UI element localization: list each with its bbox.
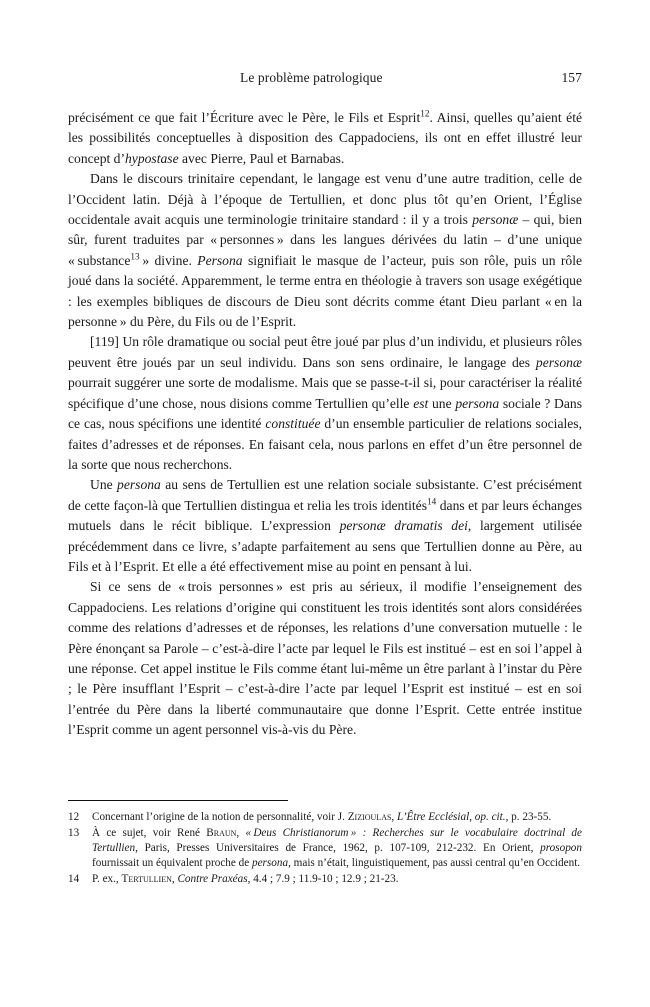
text-run: , — [236, 826, 246, 839]
text-run: fournissait un équivalent proche de — [92, 857, 252, 870]
footnote-list — [68, 810, 582, 887]
footnote-text — [92, 872, 582, 887]
footnote-ref: 13 — [130, 251, 140, 262]
italic-run: Contre Praxéas — [177, 872, 248, 885]
body-paragraph — [68, 108, 582, 169]
text-run: Dans le discours trinitaire cependant, le langage est venu d’une autre tradition, celle de l’Occident latin. Déjà à l’époque de Tertullien, et donc plus tôt qu’en Orient, l’Église occidentale avait acquis une terminologie trinitaire standard : il y a trois — [68, 171, 582, 228]
text-run: d’un ensemble particulier de relations sociales, faites d’adresses et de réponses. En faisant cela, nous parlons en effet d’un être personnel de la sorte que nous recherchons. — [68, 416, 582, 472]
text-run: [119] Un rôle dramatique ou social peut être joué par plus d’un individu, et plusieurs rôles peuvent être joués par un seul individu. Dans son sens ordinaire, le langage des — [68, 334, 582, 370]
italic-run: est — [413, 395, 429, 411]
italic-run: « Deus Christianorum » : Recherches sur le vocabulaire doctrinal de Tertullien — [92, 826, 582, 854]
text-run: , — [391, 811, 398, 823]
italic-run: personæ dramatis dei — [339, 518, 468, 534]
footnote-item — [68, 826, 582, 872]
italic-run: persona — [455, 395, 500, 411]
text-run: sociale ? Dans ce cas, nous spécifions une identité — [68, 395, 582, 432]
footnote-text — [92, 826, 582, 872]
footnote-number: 14 — [68, 872, 80, 885]
running-head-title: Le problème patrologique — [240, 70, 383, 85]
text-run: une — [428, 395, 456, 411]
text-run: , — [171, 872, 178, 885]
text-run: au sens de Tertullien est une relation sociale subsistante. C’est précisément de cette façon-là que Tertullien distingua et relia les trois identités — [68, 477, 582, 513]
text-run: , — [469, 811, 475, 823]
small-caps-run: Tertullien — [121, 872, 172, 885]
footnote-item — [68, 872, 582, 887]
text-run: . Ainsi, quelles qu’aient été les possibilités conceptuelles à disposition des Cappadociens, ils ont en effet illustré leur concept d’ — [68, 110, 583, 166]
text-run: À ce sujet, voir René — [92, 826, 207, 839]
body-text — [68, 108, 582, 741]
italic-run: personæ — [472, 212, 519, 228]
italic-run: persona — [117, 477, 161, 493]
italic-run: persona — [252, 857, 289, 870]
italic-run: Persona — [197, 252, 243, 268]
body-paragraph — [68, 475, 582, 577]
footnote-text — [92, 810, 582, 825]
text-run: , 4.4 ; 7.9 ; 11.9-10 ; 12.9 ; 21-23. — [247, 872, 399, 885]
footnote-number: 13 — [68, 826, 80, 839]
text-run: pourrait suggérer une sorte de modalisme. Mais que se passe-t-il si, pour caractériser la réalité spécifique d’une chose, nous disions comme Tertullien qu’elle — [68, 375, 582, 411]
body-paragraph — [68, 332, 582, 475]
text-run: Une — [90, 477, 118, 493]
small-caps-run: Braun — [206, 826, 237, 839]
footnote-ref: 14 — [427, 496, 437, 507]
text-run: , Paris, Presses Universitaires de France, 1962, p. 107-109, 212-232. En Orient, — [135, 841, 541, 854]
footnotes-section — [68, 800, 582, 888]
text-run: P. ex., — [92, 872, 122, 885]
italic-run: hypostase — [125, 150, 179, 166]
text-run: , p. 23-55. — [505, 811, 552, 823]
text-run: , mais n’était, linguistiquement, pas aussi central qu’en Occident. — [288, 857, 581, 870]
text-run: avec Pierre, Paul et Barnabas. — [178, 150, 345, 166]
italic-run: personæ — [535, 354, 582, 370]
text-run: , largement utilisée précédemment dans ce livre, s’adapte parfaitement au sens que Tertullien donne au Père, au Fils et à l’Esprit. Et elle a été effectivement mise au point en pensant à lui. — [68, 518, 582, 574]
text-run: – qui, bien sûr, furent traduites par « personnes » dans les langues dérivées du latin – d’une unique « substance — [68, 212, 582, 268]
body-paragraph — [68, 169, 582, 332]
italic-run: constituée — [265, 416, 321, 432]
text-run: » divine. — [139, 252, 198, 268]
text-run: signifiait le masque de l’acteur, puis son rôle, puis un rôle joué dans la société. Apparemment, le terme entra en théologie à travers son usage exégétique : les exemples bibliques de discours de Dieu sont décrits comme étant Dieu parlant « en la personne » du Père, du Fils ou de l’Esprit. — [68, 252, 583, 330]
page-content — [68, 70, 582, 741]
small-caps-run: Zizioulas — [347, 811, 392, 823]
footnote-separator-rule — [68, 800, 288, 801]
text-run: précisément ce que fait l’Écriture avec le Père, le Fils et Esprit — [68, 110, 421, 125]
footnote-ref: 12 — [420, 108, 430, 119]
page-number: 157 — [561, 70, 582, 85]
body-paragraph — [68, 577, 582, 740]
italic-run: op. cit. — [474, 811, 506, 823]
text-run: Concernant l’origine de la notion de personnalité, voir J. — [92, 811, 348, 823]
text-run: dans et par leurs échanges mutuels dans le récit biblique. L’expression — [68, 497, 582, 534]
footnote-item — [68, 810, 582, 825]
italic-run: L’Être Ecclésial — [397, 811, 470, 823]
footnote-number: 12 — [68, 811, 80, 823]
text-run: Si ce sens de « trois personnes » est pris au sérieux, il modifie l’enseignement des Cappadociens. Les relations d’origine qui constituent les trois identités sont alors considérées comme des relations d’adresses et de réponses, les relations d’une conversation mutuelle : le Père énonçant sa Parole – c’est-à-dire l’acte par lequel le Fils est institué – est en soi l’appel à une réponse. Cet appel institue le Fils comme étant lui-même un être parlant à l’instar du Père ; le Père insufflant l’Esprit – c’est-à-dire l’acte par lequel l’Esprit est institué – est en soi l’entrée du Père dans la liberté communautaire que donne l’Esprit. Cette entrée institue l’Esprit comme un agent personnel vis-à-vis du Père. — [68, 579, 582, 738]
italic-run: prosopon — [540, 841, 582, 854]
running-head — [68, 70, 582, 88]
